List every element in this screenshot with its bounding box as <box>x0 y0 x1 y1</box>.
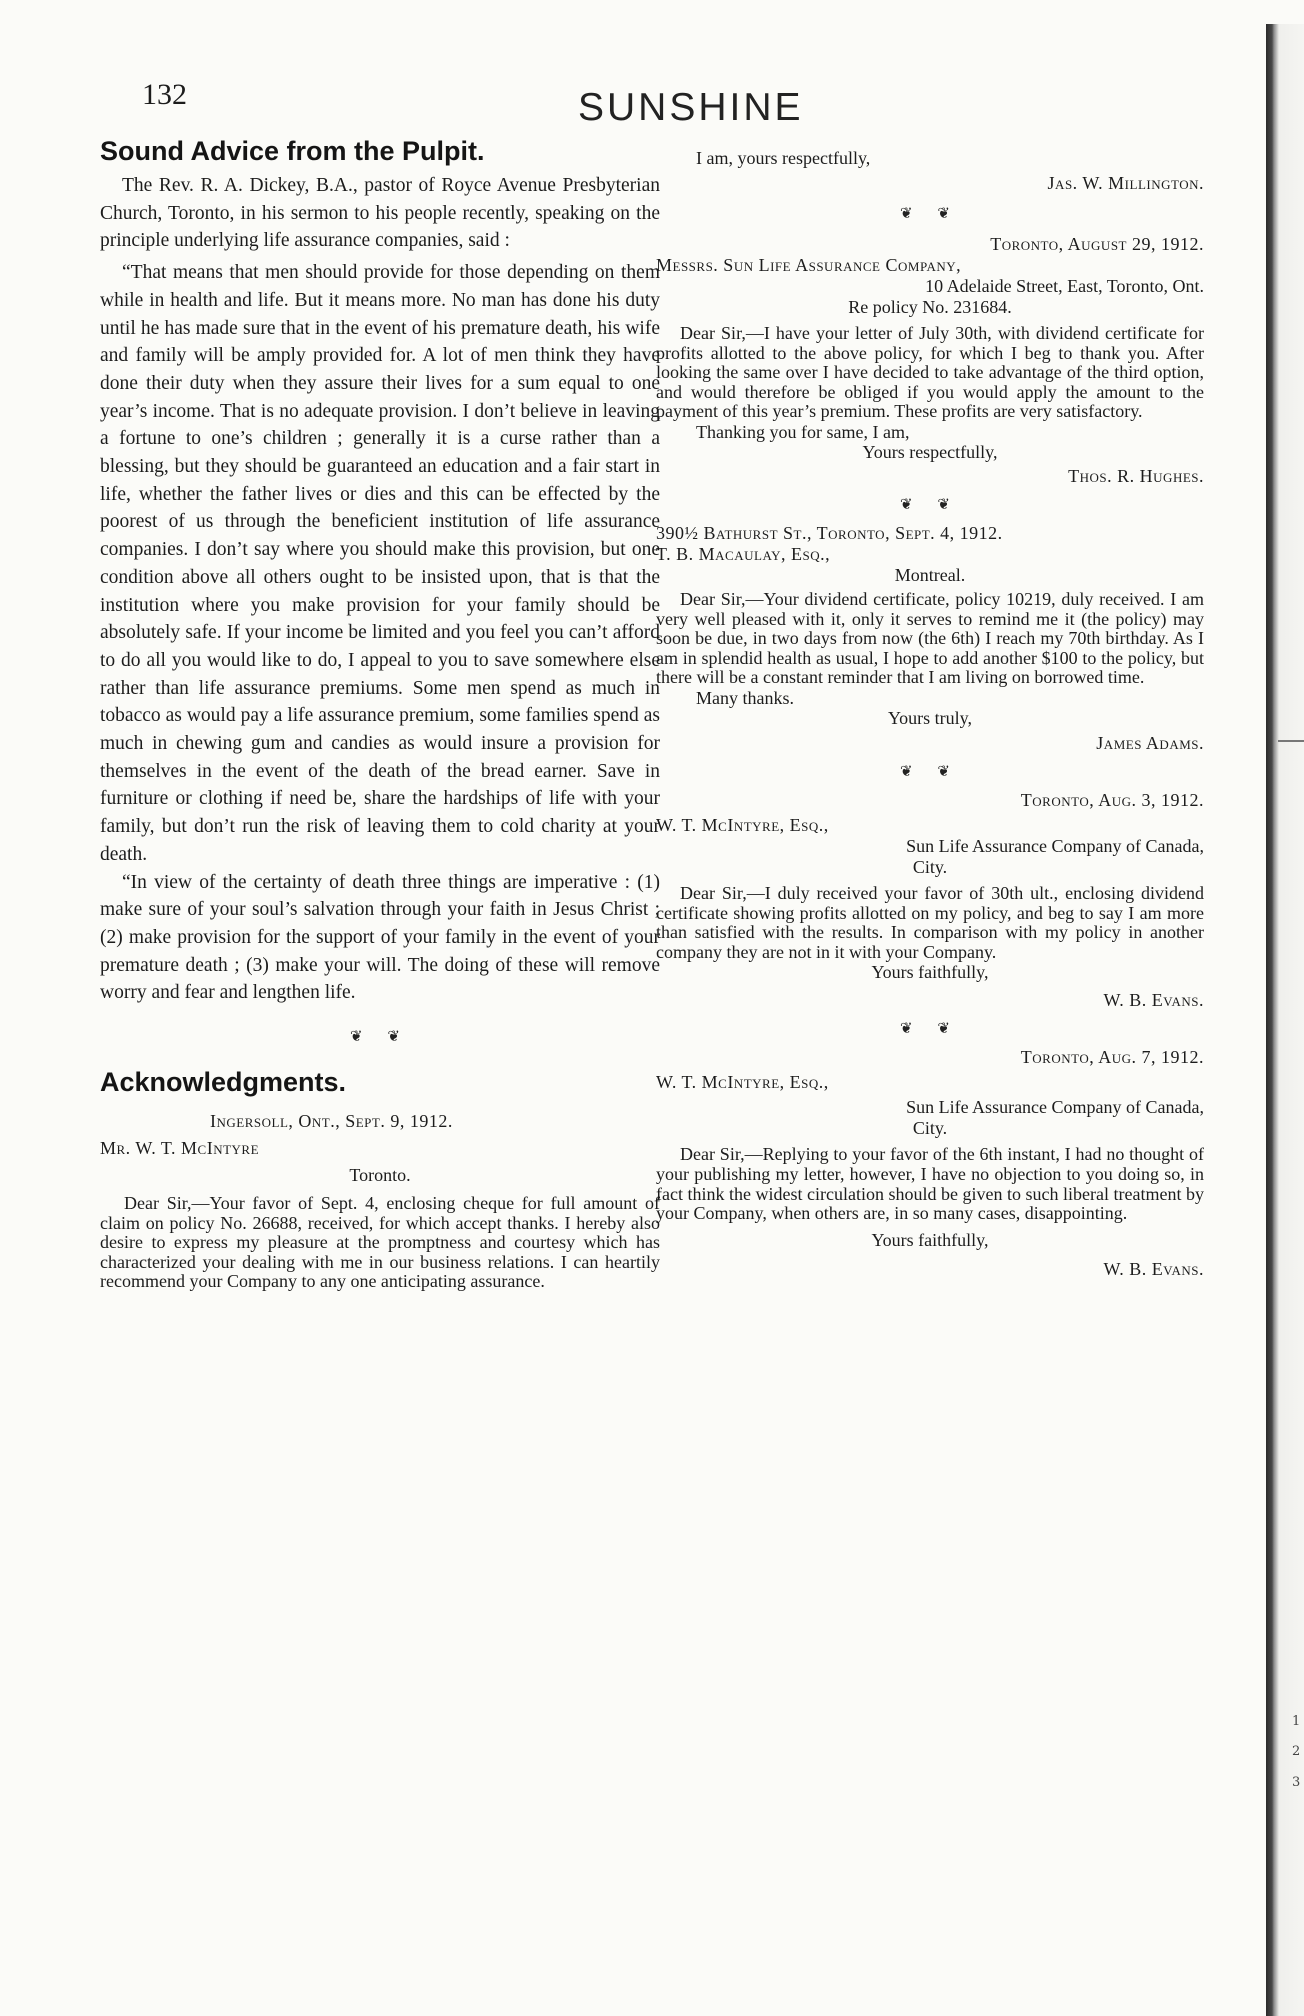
letter-dateline: Toronto, Aug. 7, 1912. <box>1020 1047 1204 1068</box>
letter-closing: Yours faithfully, <box>871 1229 989 1250</box>
letter-addressee: W. T. McIntyre, Esq., <box>656 1072 829 1093</box>
letter-company: Sun Life Assurance Company of Canada, <box>906 835 1204 856</box>
article-paragraph: “In view of the certainty of death three things are imperative : (1) make sure of your soul’s salvation through your faith in Jesus Christ ; (2) make provision for the support of your family in the event of your premature death ; (3) make your will. The doing of these will remove worry and fear and lengthen life. <box>100 871 660 1004</box>
article-paragraph: The Rev. R. A. Dickey, B.A., pastor of Royce Avenue Presbyterian Church, Toronto, in his sermon to his people recently, speaking on the principle underlying life assurance companies, said : <box>100 175 660 252</box>
letter-city: Montreal. <box>894 564 966 585</box>
section-ornament: ❦ ❦ <box>900 761 960 780</box>
letter-body: Dear Sir,—Replying to your favor of the 6th instant, I had no thought of your publishing my letter, however, I have no objection to you doing so, in fact think the widest circulation should be given to such liberal treatment by your Company, when others are, in so many cases, disappointing. <box>656 1144 1204 1224</box>
letter-dateline: Ingersoll, Ont., Sept. 9, 1912. <box>210 1111 453 1132</box>
edge-mark: 2 <box>1292 1744 1301 1759</box>
right-column <box>656 148 1204 1280</box>
acknowledgments-heading: Acknowledgments. <box>100 1067 347 1098</box>
letter-addressee: Mr. W. T. McIntyre <box>100 1138 260 1159</box>
letter-closing: Yours truly, <box>887 707 973 728</box>
letter-body: Dear Sir,—Your favor of Sept. 4, enclosing cheque for full amount of claim on policy No. 26688, received, for which accept thanks. I hereby also desire to express my pleasure at the promptness and courtesy which has characterized your dealing with me in our business relations. I can heartily recommend your Company to any one anticipating assurance. <box>100 1193 660 1292</box>
letter-addressee: W. T. McIntyre, Esq., <box>656 814 829 835</box>
letter-reference: Re policy No. 231684. <box>848 297 1012 317</box>
letter-ingersoll <box>100 1111 660 1292</box>
article-heading: Sound Advice from the Pulpit. <box>100 136 485 166</box>
letter-hughes <box>656 234 1204 487</box>
magazine-title: SUNSHINE <box>578 86 804 129</box>
letter-city: City. <box>912 1118 948 1139</box>
edge-mark: 3 <box>1292 1775 1301 1790</box>
letter-signature: Jas. W. Millington. <box>1047 173 1204 193</box>
letter-thanks: Thanking you for same, I am, <box>696 421 910 442</box>
letter-dateline: 390½ Bathurst St., Toronto, Sept. 4, 1912. <box>656 522 1003 543</box>
letter-ingersoll-continued <box>656 148 1204 194</box>
letter-closing: I am, yours respectfully, <box>696 148 871 168</box>
letter-addressee: T. B. Macaulay, Esq., <box>656 543 831 564</box>
edge-mark: 1 <box>1292 1714 1301 1729</box>
section-ornament: ❦ ❦ <box>900 204 960 222</box>
letter-evans-2 <box>656 1047 1204 1279</box>
letter-signature: W. B. Evans. <box>1103 1258 1204 1279</box>
article-paragraph: “That means that men should provide for those depending on them while in health and life. But it means more. No man has done his duty until he has made sure that in the event of his premature death, his wife and family will be amply provided for. A lot of men think they have done their duty when they assure their lives for a sum equal to one year’s income. That is no adequate provision. I don’t believe in leaving a fortune to one’s children ; generally it is a curse rather than a blessing, but they should be guaranteed an education and a fair start in life, whether the father lives or dies and this can be effected by the poorest of us through the beneficient institution of life assurance companies. I don’t say where you should make this provision, but one condition above all others ought to be insisted upon, that is that the institution where you make provision for your family should be absolutely safe. If your income be limited and you feel you can’t afford to do all you would like to do, I appeal to you to save somewhere else rather than life assurance premiums. Some men spend as much in tobacco as would pay a life assurance premium, some families spend as much in chewing gum and candies as would insure a provision for themselves in the event of the death of the bread earner. Save in furniture or clothing if need be, share the hardships of life with your family, but don’t run the risk of leaving them to cold charity at your death. <box>100 262 660 865</box>
letter-thanks: Many thanks. <box>696 687 794 708</box>
letter-dateline: Toronto, August 29, 1912. <box>990 234 1204 254</box>
letter-signature: Thos. R. Hughes. <box>1068 465 1204 486</box>
section-ornament: ❦ ❦ <box>900 494 960 513</box>
adjacent-page-rule <box>1278 740 1304 742</box>
letter-addressee: Messrs. Sun Life Assurance Company, <box>656 255 962 275</box>
letter-address: 10 Adelaide Street, East, Toronto, Ont. <box>925 276 1204 296</box>
letter-adams <box>656 523 1204 754</box>
letter-company: Sun Life Assurance Company of Canada, <box>906 1097 1204 1118</box>
letter-body: Dear Sir,—I duly received your favor of 30th ult., enclosing dividend certificate showing profits allotted on my policy, and beg to say I am more than satisfied with the results. In comparison with my policy in another company they are not in it with your Company. <box>656 882 1204 962</box>
letter-dateline: Toronto, Aug. 3, 1912. <box>1020 789 1204 810</box>
page-number: 132 <box>142 78 187 111</box>
letter-body: Dear Sir,—I have your letter of July 30th, with dividend certificate for profits allotted to the above policy, for which I beg to thank you. After looking the same over I have decided to take advantage of the third option, and would therefore be obliged if you would apply the amount to the payment of this year’s premium. These profits are very satisfactory. <box>656 323 1204 422</box>
section-ornament: ❦ ❦ <box>350 1027 410 1046</box>
section-ornament: ❦ ❦ <box>900 1019 960 1038</box>
left-column <box>100 134 660 1292</box>
letter-signature: W. B. Evans. <box>1103 990 1204 1011</box>
letter-body: Dear Sir,—Your dividend certificate, policy 10219, duly received. I am very well pleased with it, only it serves to remind me it (the policy) may soon be due, in two days from now (the 6th) I reach my 70th birthday. As I am in splendid health as usual, I hope to add another $100 to the policy, but there will be a constant reminder that I am living on borrowed time. <box>656 588 1204 688</box>
letter-closing: Yours respectfully, <box>862 441 998 462</box>
letter-closing: Yours faithfully, <box>871 962 989 983</box>
letter-evans-1 <box>656 790 1204 1011</box>
letter-signature: James Adams. <box>1096 732 1204 753</box>
letter-city: City. <box>912 856 948 877</box>
letter-city: Toronto. <box>349 1165 411 1186</box>
